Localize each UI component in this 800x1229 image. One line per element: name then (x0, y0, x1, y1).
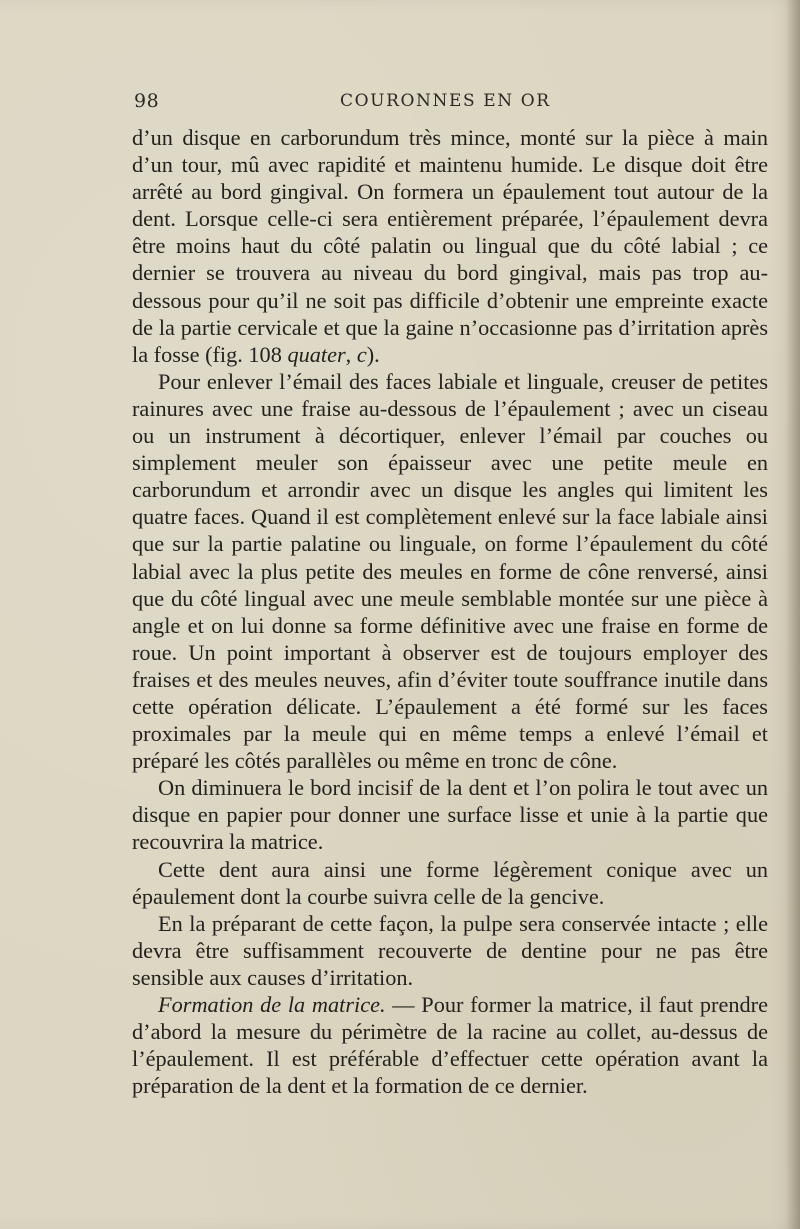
text-run: Pour enlever l’émail des faces labiale et linguale, creuser de petites rainures avec une fraise au-dessous de l’épaulement ; avec un ciseau ou un instrument à décortiquer, enlever l’émail par couches ou simplement meuler son épaisseur avec une petite meule en carborundum et arrondir avec un disque les angles qui limitent les quatre faces. Quand il est complètement enlevé sur la face labiale ainsi que sur la partie palatine ou linguale, on forme l’épaulement du côté labial avec la plus petite des meules en forme de cône renversé, ainsi que du côté lingual avec une meule semblable montée sur une pièce à angle et on lui donne sa forme définitive avec une fraise en forme de roue. Un point important à observer est de toujours employer des fraises et des meules neuves, afin d’éviter toute souffrance inutile dans cette opération délicate. L’épaulement a été formé sur les faces proximales par la meule qui en même temps a enlevé l’émail et préparé les côtés parallèles ou même en tronc de cône. (132, 368, 768, 774)
paragraph (132, 991, 768, 1099)
text-run: Cette dent aura ainsi une forme légèrement conique avec un épaulement dont la courbe suivra celle de la gencive. (132, 856, 768, 909)
text-run: , (345, 341, 357, 367)
text-run: On diminuera le bord incisif de la dent et l’on polira le tout avec un disque en papier pour donner une surface lisse et unie à la partie que recouvrira la matrice. (132, 775, 768, 855)
paragraph (132, 774, 768, 855)
paragraph (132, 910, 768, 991)
text-run: ). (366, 341, 380, 367)
text-run: En la préparant de cette façon, la pulpe sera conservée intacte ; elle devra être suffisamment recouverte de dentine pour ne pas être sensible aux causes d’irritation. (132, 910, 768, 990)
text-run: d’un disque en carborundum très mince, monté sur la pièce à main d’un tour, mû avec rapidité et maintenu humide. Le disque doit être arrêté au bord gingival. On formera un épaulement tout autour de la dent. Lorsque celle-ci sera entièrement préparée, l’épaulement devra être moins haut du côté palatin ou lingual que du côté labial ; ce dernier se trouvera au niveau du bord gingival, mais pas trop au-dessous pour qu’il ne soit pas difficile d’obtenir une empreinte exacte de la partie cervicale et que la gaine n’occasionne pas d’irritation après la fosse (fig. 108 (132, 125, 768, 367)
italic-text: quater (287, 341, 346, 367)
text-run: — Pour former la matrice, il faut prendre d’abord la mesure du périmètre de la racine au collet, au-dessus de l’épaulement. Il est préférable d’effectuer cette opération avant la préparation de la dent et la formation de ce dernier. (132, 992, 768, 1099)
page-edge-shadow (786, 0, 800, 1229)
italic-text: c (356, 341, 367, 367)
running-header (134, 90, 740, 116)
paragraph (132, 124, 768, 368)
running-title: COURONNES EN OR (340, 91, 551, 111)
italic-text: Formation de la matrice. (158, 992, 386, 1017)
paragraph (132, 856, 768, 910)
body-text (132, 124, 768, 1099)
page-number: 98 (134, 90, 160, 112)
paragraph (132, 368, 768, 774)
